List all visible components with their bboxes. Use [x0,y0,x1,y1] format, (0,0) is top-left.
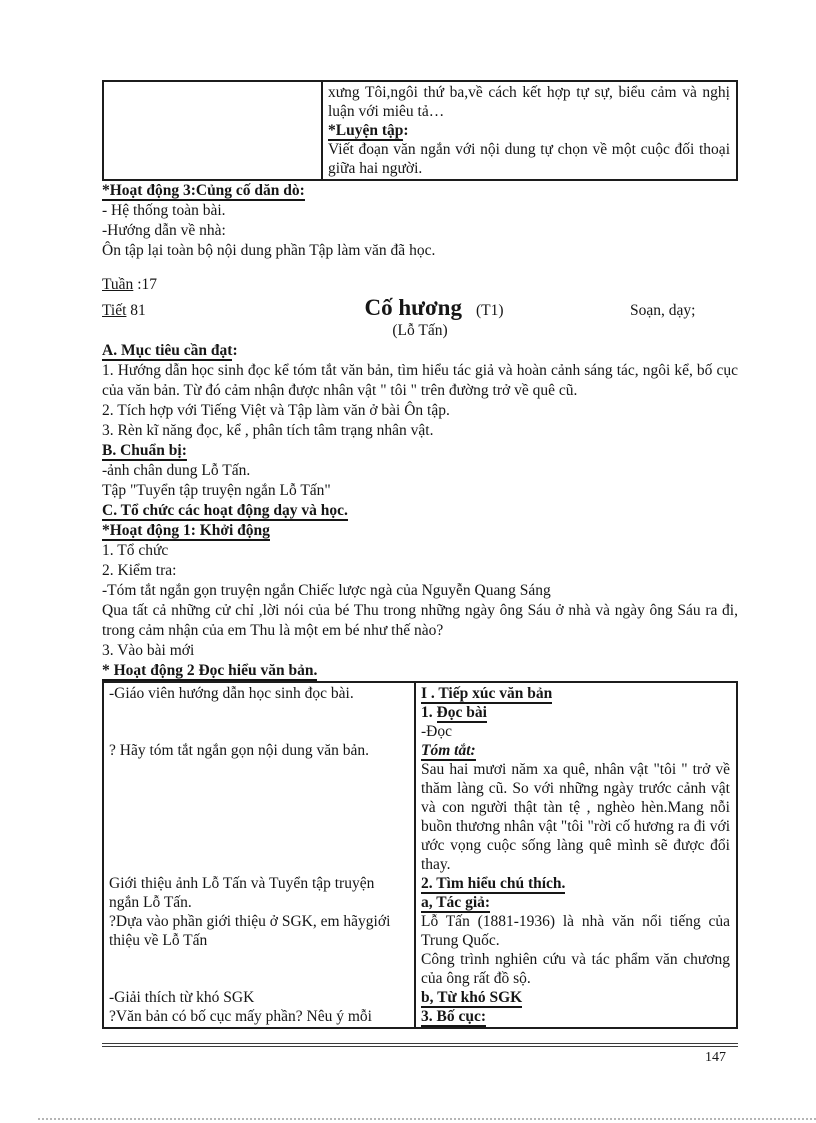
lesson-author: (Lỗ Tấn) [392,322,448,339]
content-heading-2: 1. Đọc bài [421,704,487,721]
lesson-table-row [103,682,737,1028]
period-line [102,301,238,321]
section-b-line: -ảnh chân dung Lỗ Tấn. [102,462,251,479]
teacher-instruction: -Giải thích từ khó SGK [109,989,255,1006]
activity1-line: Qua tất cả những cử chỉ ,lời nói của bé Thu trong những ngày ông Sáu ở nhà và ngày ông Sáu ra đi, trong cảm nhận của em Thu là một em bé như thế nào? [102,602,738,639]
section-a-item: 1. Hướng dẫn học sinh đọc kể tóm tắt văn bản, tìm hiểu tác giả và hoàn cảnh sáng tác, ngôi kể, bố cục của văn bản. Từ đó cảm nhận được nhân vật " tôi " trên đường trở về quê cũ. [102,362,738,399]
plan-note: Soạn, dạy; [630,302,696,319]
page-number: 147 [705,1050,726,1065]
author-paragraph: Công trình nghiên cứu và tác phẩm văn chương của ông rất đồ sộ. [421,951,730,987]
lesson-title-row [102,295,738,321]
content-heading-6: 3. Bố cục: [421,1008,487,1025]
lesson-content-cell [415,682,737,1028]
teacher-question: ?Dựa vào phần giới thiệu ở SGK, em hãygiới thiệu về Lỗ Tấn [109,913,391,949]
teacher-activities-cell [103,682,415,1028]
section-b-line: Tập "Tuyển tập truyện ngắn Lỗ Tấn" [102,482,331,499]
section-c-heading: C. Tổ chức các hoạt động dạy và học. [102,502,348,519]
page-content [102,80,738,1068]
section-b-heading: B. Chuẩn bị: [102,442,187,459]
footer-rule [102,1043,738,1047]
lesson-title-group [238,295,630,321]
teacher-question: ?Văn bản có bố cục mấy phần? Nêu ý mỗi [109,1008,372,1025]
week-line [102,275,738,295]
week-label: Tuần [102,276,134,293]
period-label: Tiết [102,302,127,319]
lesson-title: Cố hương [364,295,462,320]
top-table-row [103,81,737,180]
activity3-line: -Hướng dẫn về nhà: [102,222,226,239]
week-value: :17 [137,276,157,293]
exercise-paragraph: Viết đoạn văn ngắn với nội dung tự chọn về một cuộc đối thoại giữa hai người. [328,141,730,177]
content-heading-1: I . Tiếp xúc văn bản [421,685,553,702]
summary-heading: Tóm tắt: [421,742,476,759]
top-table [102,80,738,181]
content-line: -Đọc [421,723,452,740]
activity1-line: -Tóm tắt ngắn gọn truyện ngắn Chiếc lược ngà của Nguyễn Quang Sáng [102,582,551,599]
teacher-question: ? Hãy tóm tắt ngắn gọn nội dung văn bản. [109,742,370,759]
activity3-heading: *Hoạt động 3:Củng cố dăn dò: [102,182,305,199]
luyen-tap-heading: *Luyện tập: [328,122,409,139]
content-heading-5: b, Từ khó SGK [421,989,523,1006]
lesson-table [102,681,738,1029]
author-paragraph: Lỗ Tấn (1881-1936) là nhà văn nổi tiếng của Trung Quốc. [421,913,730,949]
period-value: 81 [130,302,146,319]
narration-paragraph: xưng Tôi,ngôi thứ ba,về cách kết hợp tự sự, biểu cảm và nghị luận với miêu tả… [328,84,730,120]
top-table-left-cell [103,81,322,180]
activity3-line: Ôn tập lại toàn bộ nội dung phần Tập làm văn đã học. [102,242,436,259]
section-a-heading: A. Mục tiêu cần đạt: [102,342,238,359]
section-a-item: 2. Tích hợp với Tiếng Việt và Tập làm văn ở bài Ôn tập. [102,402,450,419]
activity3-line: - Hệ thống toàn bài. [102,202,226,219]
activity1-line: 3. Vào bài mới [102,642,195,659]
content-heading-4: a, Tác giả: [421,894,491,911]
activity2-heading: * Hoạt động 2 Đọc hiểu văn bản. [102,662,318,679]
activity1-line: 2. Kiểm tra: [102,562,177,579]
lesson-part: (T1) [475,302,504,319]
section-a-item: 3. Rèn kĩ năng đọc, kể , phân tích tâm trạng nhân vật. [102,422,434,439]
page-boundary-dotted-line [38,1118,816,1120]
content-heading-3: 2. Tìm hiểu chú thích. [421,875,566,892]
activity1-heading: *Hoạt động 1: Khởi động [102,522,270,539]
teacher-instruction: -Giáo viên hướng dẫn học sinh đọc bài. [109,685,354,702]
activity1-line: 1. Tổ chức [102,542,169,559]
summary-paragraph: Sau hai mươi năm xa quê, nhân vật "tôi " trở về thăm làng cũ. So với những ngày trước cảnh vật và con người thật tàn tệ , nghèo hèn.Mang nỗi buồn thương nhân vật "tôi "rời cố hương ra đi với ước vọng cuộc sống làng quê mình sẽ được đổi thay. [421,761,730,873]
teacher-instruction: Giới thiệu ảnh Lỗ Tấn và Tuyển tập truyện ngắn Lỗ Tấn. [109,875,375,911]
top-table-right-cell [322,81,737,180]
